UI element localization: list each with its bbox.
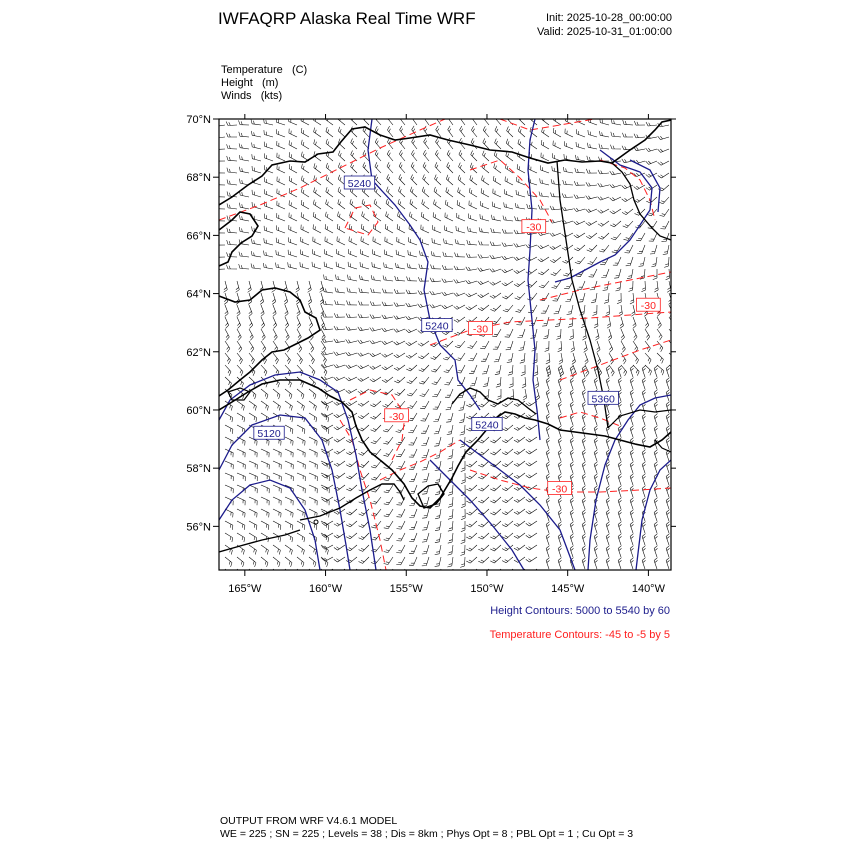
temperature-contour-line (345, 205, 378, 235)
height-contour-label: 5240 (347, 178, 372, 191)
lon-label: 165°W (228, 583, 262, 595)
legend-temperature-contours: Temperature Contours: -45 to -5 by 5 (489, 629, 670, 641)
height-contour-label: 5120 (257, 428, 281, 441)
lon-label: 150°W (470, 583, 504, 595)
field-unit: (m) (261, 77, 279, 89)
temperature-contour-label: -30 (552, 483, 568, 496)
temperature-contour-line (560, 340, 671, 380)
wind-barbs (214, 114, 676, 579)
footer-config: WE = 225 ; SN = 225 ; Levels = 38 ; Dis = 8km ; Phys Opt = 8 ; PBL Opt = 1 ; Cu Opt = 3 (220, 828, 634, 840)
axis-ticks (186, 114, 676, 595)
height-contour-label: 5240 (425, 320, 449, 333)
height-contour-line (368, 119, 480, 410)
valid-time: Valid: 2025-10-31_01:00:00 (537, 26, 672, 38)
height-contour-line (636, 460, 671, 570)
lat-label: 66°N (186, 230, 211, 243)
height-contour-label: 5240 (475, 419, 499, 432)
height-contour-line (430, 460, 524, 570)
temperature-contour-line (470, 160, 552, 222)
lat-label: 70°N (186, 114, 211, 126)
field-name: Height (221, 77, 253, 89)
footer-model: OUTPUT FROM WRF V4.6.1 MODEL (220, 815, 398, 827)
field-unit: (kts) (260, 90, 283, 102)
field-name: Winds (221, 90, 252, 102)
field-winds (221, 90, 282, 102)
temperature-contour-label: -30 (640, 300, 656, 313)
lon-label: 145°W (551, 583, 585, 595)
lat-label: 60°N (186, 404, 211, 417)
field-temperature (221, 64, 307, 76)
lon-label: 155°W (389, 583, 423, 595)
lat-label: 64°N (186, 288, 211, 301)
lon-label: 160°W (308, 583, 343, 595)
lat-label: 56°N (186, 521, 211, 534)
map-title: IWFAQRP Alaska Real Time WRF (218, 9, 476, 28)
wind-barb-field (214, 114, 676, 579)
temperature-contour-line (350, 390, 405, 460)
temperature-contour-line (430, 312, 671, 345)
height-contour-line (219, 372, 376, 570)
lat-label: 68°N (186, 172, 211, 185)
plot-area (214, 114, 676, 579)
height-contour-label: 5360 (591, 393, 615, 406)
legend-height-contours: Height Contours: 5000 to 5540 by 60 (490, 605, 670, 617)
lon-label: 140°W (631, 583, 665, 595)
field-height (221, 77, 278, 89)
height-contour-line (588, 395, 671, 570)
lat-label: 58°N (186, 463, 211, 476)
temperature-contour-label: -30 (388, 410, 405, 423)
field-name: Temperature (221, 64, 283, 76)
temperature-contour-label: -30 (526, 221, 542, 234)
temperature-contour-line (560, 412, 620, 426)
temperature-contour-label: -30 (472, 323, 489, 336)
lat-label: 62°N (186, 346, 211, 359)
height-contour-line (528, 119, 540, 440)
init-time: Init: 2025-10-28_00:00:00 (546, 12, 672, 24)
field-unit: (C) (291, 64, 308, 76)
temperature-contour-line (219, 119, 445, 220)
temperature-contour-line (500, 118, 600, 130)
contour-labels (254, 176, 660, 496)
